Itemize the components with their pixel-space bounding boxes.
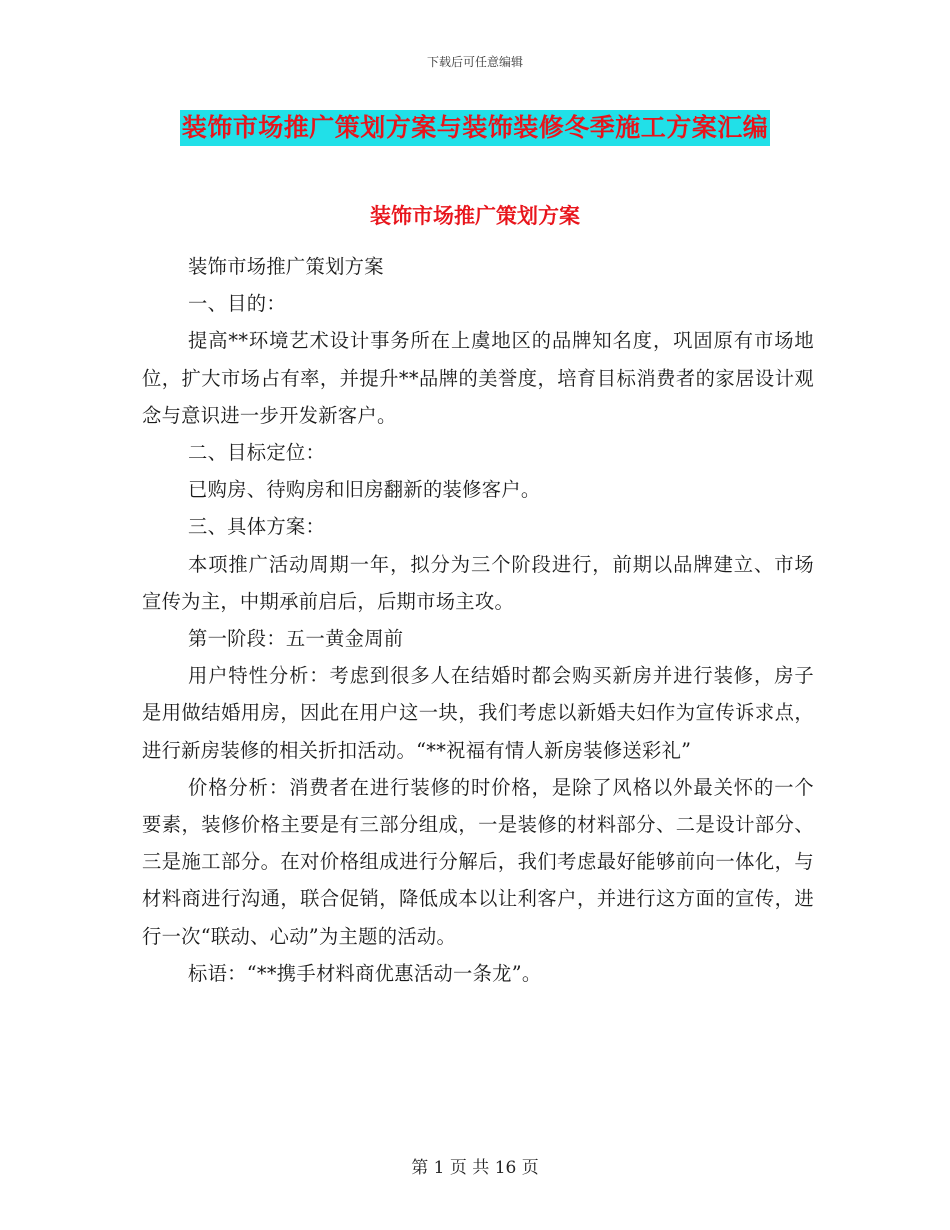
header-note: 下载后可任意编辑	[426, 55, 523, 69]
paragraph: 本项推广活动周期一年，拟分为三个阶段进行，前期以品牌建立、市场宣传为主，中期承前启后，后期市场主攻。	[142, 552, 814, 613]
paragraph: 价格分析：消费者在进行装修的时价格，是除了风格以外最关怀的一个要素，装修价格主要是有三部分组成，一是装修的材料部分、二是设计部分、三是施工部分。在对价格组成进行分解后，我们考虑最好能够前向一体化，与材料商进行沟通，联合促销，降低成本以让利客户，并进行这方面的宣传，进行一次“联动、心动”为主题的活动。	[142, 775, 814, 948]
paragraph: 三、具体方案：	[188, 515, 326, 539]
paragraph: 已购房、待购房和旧房翻新的装修客户。	[188, 478, 541, 502]
section-title: 装饰市场推广策划方案	[370, 204, 580, 228]
page-footer: 第 1 页 共 16 页	[411, 1158, 539, 1178]
paragraph: 标语：“**携手材料商优惠活动一条龙”。	[188, 961, 542, 985]
main-title: 装饰市场推广策划方案与装饰装修冬季施工方案汇编	[180, 110, 771, 146]
paragraph: 用户特性分析：考虑到很多人在结婚时都会购买新房并进行装修，房子是用做结婚用房，因此在用户这一块，我们考虑以新婚夫妇作为宣传诉求点，进行新房装修的相关折扣活动。“**祝福有情人新房装修送彩礼”	[142, 664, 814, 762]
main-title-wrap	[0, 110, 950, 146]
paragraph: 一、目的：	[188, 292, 286, 316]
paragraph: 装饰市场推广策划方案	[188, 255, 384, 278]
paragraph: 第一阶段：五一黄金周前	[188, 627, 404, 651]
paragraph: 提高**环境艺术设计事务所在上虞地区的品牌知名度，巩固原有市场地位，扩大市场占有率，并提升**品牌的美誉度，培育目标消费者的家居设计观念与意识进一步开发新客户。	[142, 329, 814, 427]
paragraph: 二、目标定位：	[188, 441, 326, 465]
body-text	[142, 248, 814, 992]
